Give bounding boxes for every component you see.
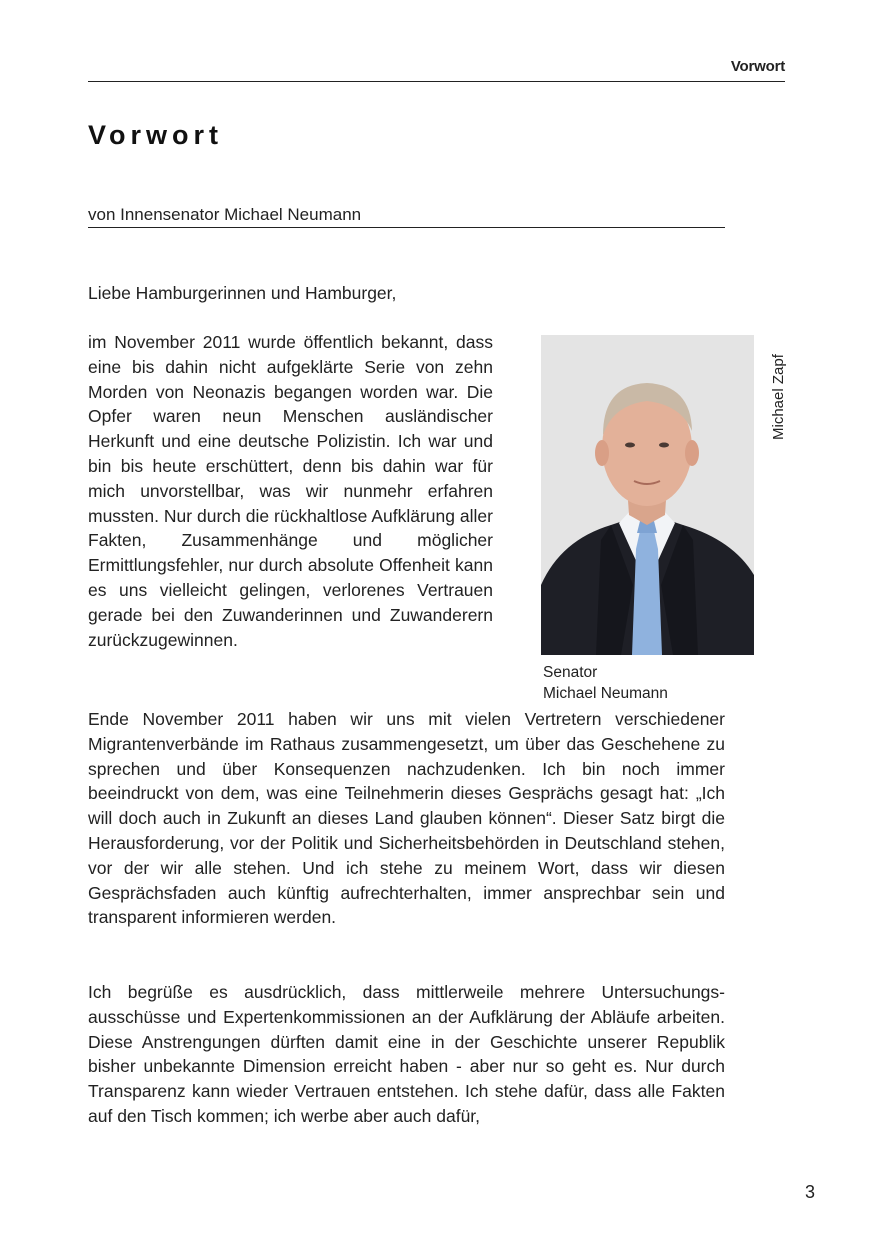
page-title: Vorwort — [88, 120, 223, 150]
page-number: 3 — [805, 1182, 816, 1202]
paragraph-1: im November 2011 wurde öffentlich bekannt, dass eine bis dahin nicht aufgeklärte Serie von zehn Morden von Neonazis begangen worden war. Die Opfer waren neun Menschen ausländischer Herkunft und eine deutsche Polizistin. Ich war und bin bis heute erschüttert, denn bis dahin war für mich unvorstellbar, was wir nunmehr erfahren mussten. Nur durch die rückhaltlose Aufklärung aller Fakten, Zusammenhänge und möglicher Ermittlungsfehler, nur durch absolute Offenheit kann es uns vielleicht gelingen, verlorenes Vertrauen gerade bei den Zuwanderinnen und Zuwanderern zurückzugewinnen. — [88, 332, 493, 650]
caption-line-1: Senator — [543, 664, 598, 681]
photo-caption — [543, 662, 668, 704]
portrait-illustration — [541, 335, 754, 655]
salutation: Liebe Hamburgerinnen und Hamburger, — [88, 283, 397, 303]
portrait-photo — [541, 335, 754, 655]
caption-line-2: Michael Neumann — [543, 685, 668, 702]
paragraph-3: Ich begrüße es ausdrücklich, dass mittlerweile mehrere Untersuchungsausschüsse und Expertenkommissionen an der Aufklärung der Abläufe arbeiten. Diese Anstrengungen dürften damit eine in der Geschichte unserer Republik bisher unbekannte Dimension erreicht haben - aber nur so geht es. Nur durch Transparenz kann wieder Vertrauen entstehen. Ich stehe dafür, dass alle Fakten auf den Tisch kommen; ich werbe aber auch dafür, — [88, 982, 725, 1126]
paragraph-2: Ende November 2011 haben wir uns mit vielen Vertretern verschiedener Migrantenverbände im Rathaus zusammengesetzt, um über das Geschehene zu sprechen und über Konsequenzen nachzudenken. Ich bin noch immer beeindruckt von dem, was eine Teilnehmerin dieses Gesprächs gesagt hat: „Ich will doch auch in Zukunft an dieses Land glauben können“. Dieser Satz birgt die Herausforderung, vor der Politik und Sicherheitsbehörden in Deutschland stehen, vor der wir alle stehen. Und ich stehe zu meinem Wort, dass wir diesen Gesprächsfaden auch künftig aufrechterhalten, immer ansprechbar sein und transparent informieren werden. — [88, 709, 725, 928]
running-head: Vorwort — [730, 58, 785, 75]
byline: von Innensenator Michael Neumann — [88, 205, 725, 228]
header-rule — [88, 81, 785, 82]
photo-credit: Michael Zapf — [770, 354, 787, 440]
